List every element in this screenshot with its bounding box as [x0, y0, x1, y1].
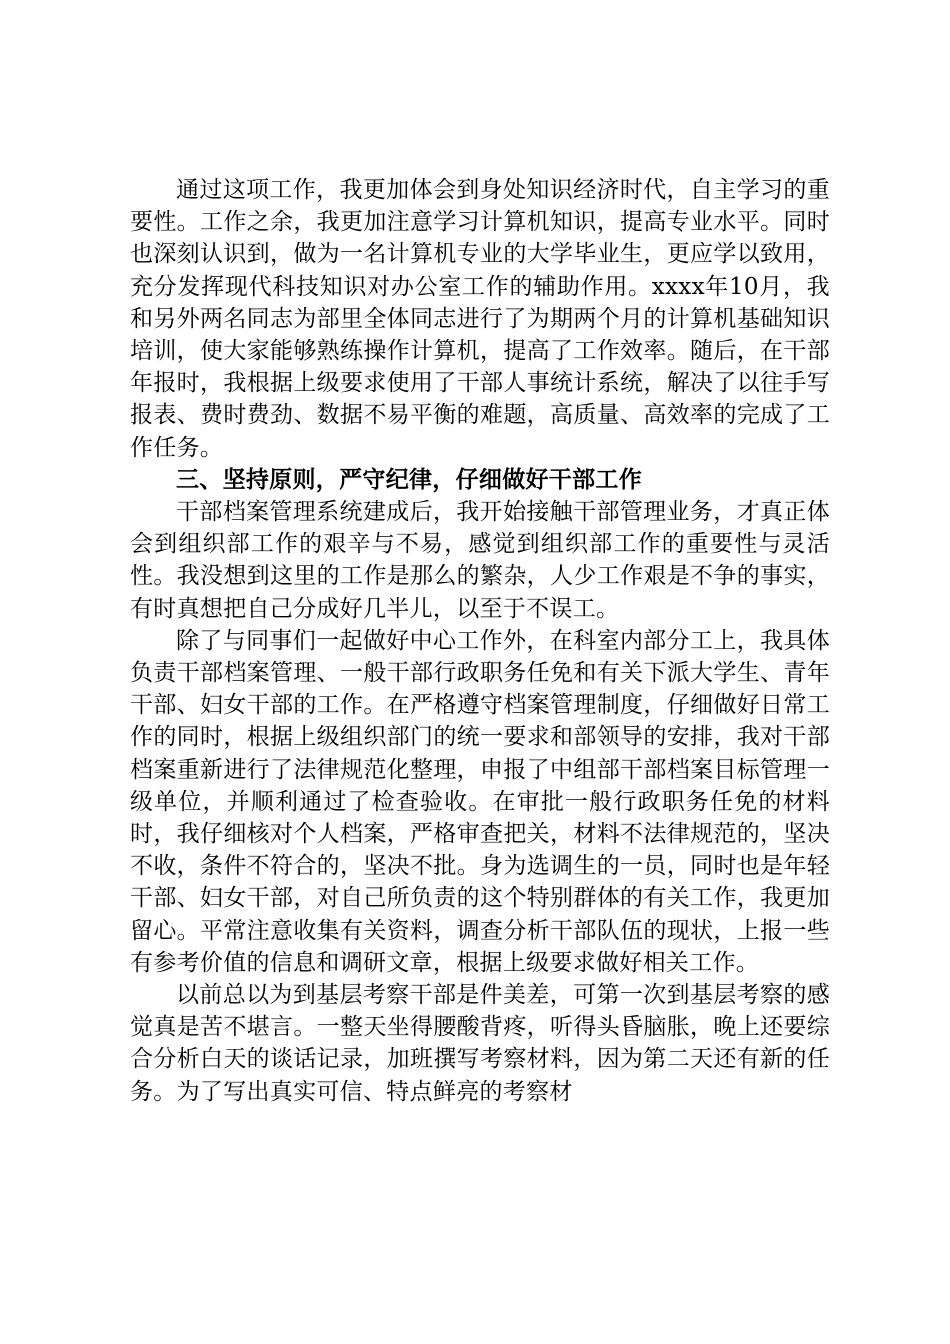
paragraph-cadre-management: 干部档案管理系统建成后，我开始接触干部管理业务，才真正体会到组织部工作的艰辛与不易，感觉到组织部工作的重要性与灵活性。我没想到这里的工作是那么的繁杂，人少工作艰是不争的事实，有时真想把自己分成好几半儿，以至于不误工。: [130, 499, 830, 622]
paragraph-grassroots-inspection: 以前总以为到基层考察干部是件美差，可第一次到基层考察的感觉真是苦不堪言。一整天坐得腰酸背疼，听得头昏脑胀，晚上还要综合分析白天的谈话记录，加班撰写考察材料，因为第二天还有新的任务。为了写出真实可信、特点鲜亮的考察材: [130, 982, 830, 1105]
document-body: [130, 174, 830, 1108]
section-heading-3: 三、坚持原则，严守纪律，仔细做好干部工作: [176, 466, 642, 493]
paragraph-self-study: 通过这项工作，我更加体会到身处知识经济时代，自主学习的重要性。工作之余，我更加注意学习计算机知识，提高专业水平。同时也深刻认识到，做为一名计算机专业的大学毕业生，更应学以致用，充分发挥现代科技知识对办公室工作的辅助作用。xxxx年10月，我和另外两名同志为部里全体同志进行了为期两个月的计算机基础知识培训，使大家能够熟练操作计算机，提高了工作效率。随后，在干部年报时，我根据上级要求使用了干部人事统计系统，解决了以往手写报表、费时费劲、数据不易平衡的难题，高质量、高效率的完成了工作任务。: [130, 177, 830, 461]
paragraph-archive-duties: 除了与同事们一起做好中心工作外，在科室内部分工上，我具体负责干部档案管理、一般干部行政职务任免和有关下派大学生、青年干部、妇女干部的工作。在严格遵守档案管理制度，仔细做好日常工作的同时，根据上级组织部门的统一要求和部领导的安排，我对干部档案重新进行了法律规范化整理，申报了中组部干部档案目标管理一级单位，并顺利通过了检查验收。在审批一般行政职务任免的材料时，我仔细核对个人档案，严格审查把关，材料不法律规范的，坚决不收，条件不符合的，坚决不批。身为选调生的一员，同时也是年轻干部、妇女干部，对自己所负责的这个特别群体的有关工作，我更加留心。平常注意收集有关资料，调查分析干部队伍的现状，上报一些有参考价值的信息和调研文章，根据上级要求做好相关工作。: [130, 627, 830, 976]
